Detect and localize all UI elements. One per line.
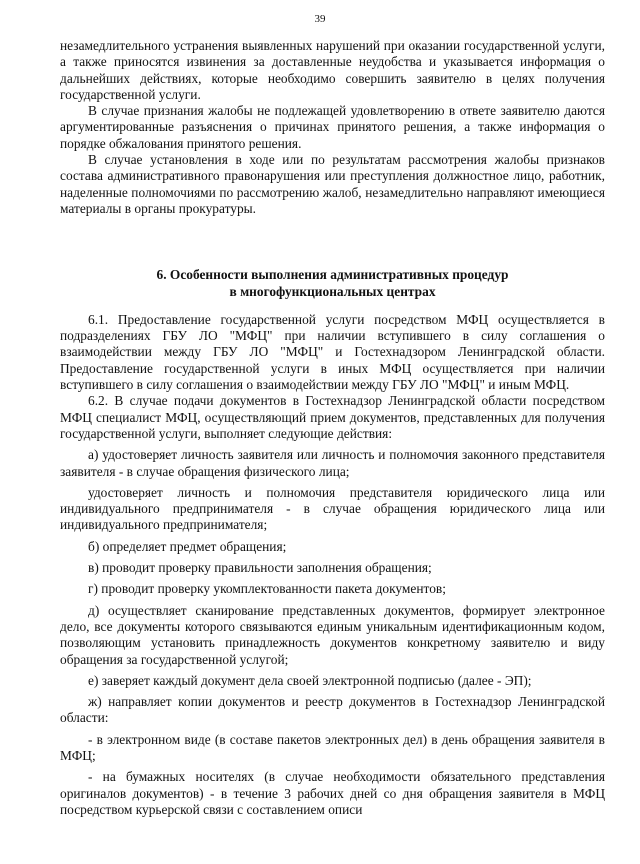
list-item: удостоверяет личность и полномочия представителя юридического лица или индивидуального предпринимателя - в случае обращения юридического лица или индивидуального предпринимателя; bbox=[60, 484, 605, 533]
paragraph: 6.2. В случае подачи документов в Гостехнадзор Ленинградской области посредством МФЦ специалист МФЦ, осуществляющий прием документов, представленных для получения государственной услуги, выполняет следующие действия: bbox=[60, 393, 605, 441]
list-item: а) удостоверяет личность заявителя или личность и полномочия законного представителя заявителя - в случае обращения физического лица; bbox=[60, 447, 605, 479]
paragraph: незамедлительного устранения выявленных нарушений при оказании государственной услуги, а также приносятся извинения за доставленные неудобства и указывается информация о дальнейших действиях, которые необходимо совершить заявителю в целях получения государственной услуги. bbox=[60, 38, 605, 102]
list-item: г) проводит проверку укомплектованности пакета документов; bbox=[88, 581, 446, 597]
list-item: - в электронном виде (в составе пакетов электронных дел) в день обращения заявителя в МФЦ; bbox=[60, 731, 605, 763]
list-item: е) заверяет каждый документ дела своей электронной подписью (далее - ЭП); bbox=[88, 672, 532, 688]
list-item: - на бумажных носителях (в случае необходимости обязательного представления оригиналов документов) - в течение 3 рабочих дней со дня обращения заявителя в МФЦ посредством курьерской связи с составлением описи bbox=[60, 769, 605, 817]
list-item: в) проводит проверку правильности заполнения обращения; bbox=[88, 560, 432, 576]
document-body bbox=[60, 38, 605, 818]
page-number: 39 bbox=[314, 13, 326, 25]
list-item: ж) направляет копии документов и реестр документов в Гостехнадзор Ленинградской области: bbox=[60, 694, 605, 726]
paragraph: В случае признания жалобы не подлежащей удовлетворению в ответе заявителю даются аргументированные разъяснения о причинах принятого решения, а также информация о порядке обжалования принятого решения. bbox=[60, 103, 605, 151]
section-heading-line-1: 6. Особенности выполнения административных процедур bbox=[156, 267, 509, 283]
list-item: д) осуществляет сканирование представленных документов, формирует электронное дело, все документы которого связываются единым уникальным идентификационным кодом, позволяющим установить принадлежность документов конкретному заявителю и виду обращения за государственной услугой; bbox=[60, 602, 605, 667]
section-heading-line-2: в многофункциональных центрах bbox=[229, 283, 436, 299]
paragraph: 6.1. Предоставление государственной услуги посредством МФЦ осуществляется в подразделениях ГБУ ЛО "МФЦ" при наличии вступившего в силу соглашения о взаимодействии между ГБУ ЛО "МФЦ" и Гостехнадзором Ленинградской области. Предоставление государственной услуги в иных МФЦ осуществляется при наличии вступившего в силу соглашения о взаимодействии между ГБУ ЛО "МФЦ" и иным МФЦ. bbox=[60, 311, 605, 393]
list-item: б) определяет предмет обращения; bbox=[88, 538, 287, 554]
section-heading bbox=[60, 267, 605, 300]
paragraph: В случае установления в ходе или по результатам рассмотрения жалобы признаков состава административного правонарушения или преступления должностное лицо, работник, наделенные полномочиями по рассмотрению жалоб, незамедлительно направляют имеющиеся материалы в органы прокуратуры. bbox=[60, 152, 605, 216]
